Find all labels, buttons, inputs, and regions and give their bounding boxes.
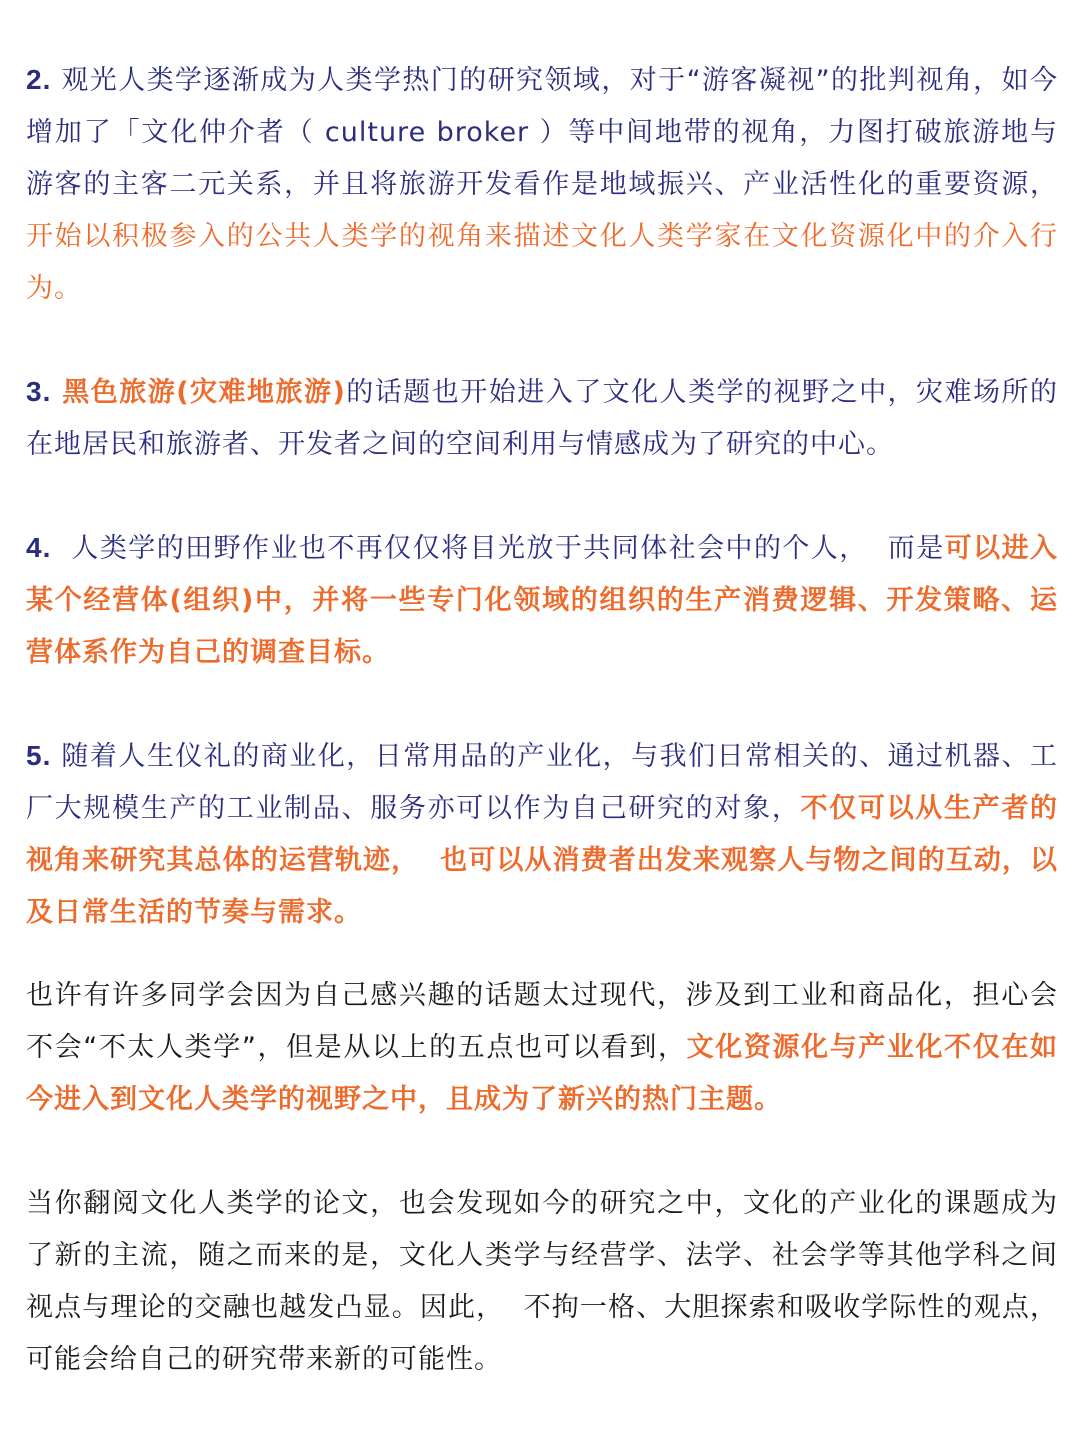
section-4: [26, 522, 1058, 679]
section-highlight: 可以进入某个经营体(组织)中，并将一些专门化领域的组织的生产消费逻辑、开发策略、运营体系作为自己的调查目标。: [26, 533, 1058, 668]
conclusion-paragraph-2: [26, 1178, 1058, 1386]
section-text: 的话题也开始进入了文化人类学的视野之中，灾难场所的在地居民和旅游者、开发者之间的空间利用与情感成为了研究的中心。: [26, 377, 1058, 460]
section-text: 随着人生仪礼的商业化，日常用品的产业化，与我们日常相关的、通过机器、工厂大规模生产的工业制品、服务亦可以作为自己研究的对象，: [26, 741, 1058, 824]
paragraph-text: 也许有许多同学会因为自己感兴趣的话题太过现代，涉及到工业和商品化，担心会不会“不太人类学”，但是从以上的五点也可以看到，: [26, 980, 1058, 1063]
section-number: 4.: [26, 532, 52, 563]
conclusion-paragraph-1: [26, 970, 1058, 1126]
paragraph-text: 当你翻阅文化人类学的论文，也会发现如今的研究之中，文化的产业化的课题成为了新的主流，随之而来的是，文化人类学与经营学、法学、社会学等其他学科之间视点与理论的交融也越发凸显。因此， 不拘一格、大胆探索和吸收学际性的观点，可能会给自己的研究带来新的可能性。: [26, 1188, 1058, 1375]
section-highlight: 开始以积极参入的公共人类学的视角来描述文化人类学家在文化资源化中的介入行为。: [26, 221, 1058, 304]
section-text: 观光人类学逐渐成为人类学热门的研究领域，对于“游客凝视”的批判视角，如今增加了「文化仲介者（ culture broker ）等中间地带的视角，力图打破旅游地与游客的主客二元关系，并且将旅游开发看作是地域振兴、产业活性化的重要资源，: [26, 65, 1058, 200]
section-3: [26, 366, 1058, 471]
section-number: 3.: [26, 376, 52, 407]
section-highlight: 黑色旅游(灾难地旅游): [51, 377, 346, 408]
section-number: 2.: [26, 64, 52, 95]
section-highlight: 不仅可以从生产者的视角来研究其总体的运营轨迹， 也可以从消费者出发来观察人与物之间的互动，以及日常生活的节奏与需求。: [26, 793, 1059, 928]
section-5: [26, 730, 1058, 939]
section-text: 人类学的田野作业也不再仅仅将目光放于共同体社会中的个人， 而是: [51, 533, 945, 564]
section-number: 5.: [26, 740, 52, 771]
section-2: [26, 54, 1058, 315]
paragraph-highlight: 文化资源化与产业化不仅在如今进入到文化人类学的视野之中，且成为了新兴的热门主题。: [26, 1032, 1058, 1115]
